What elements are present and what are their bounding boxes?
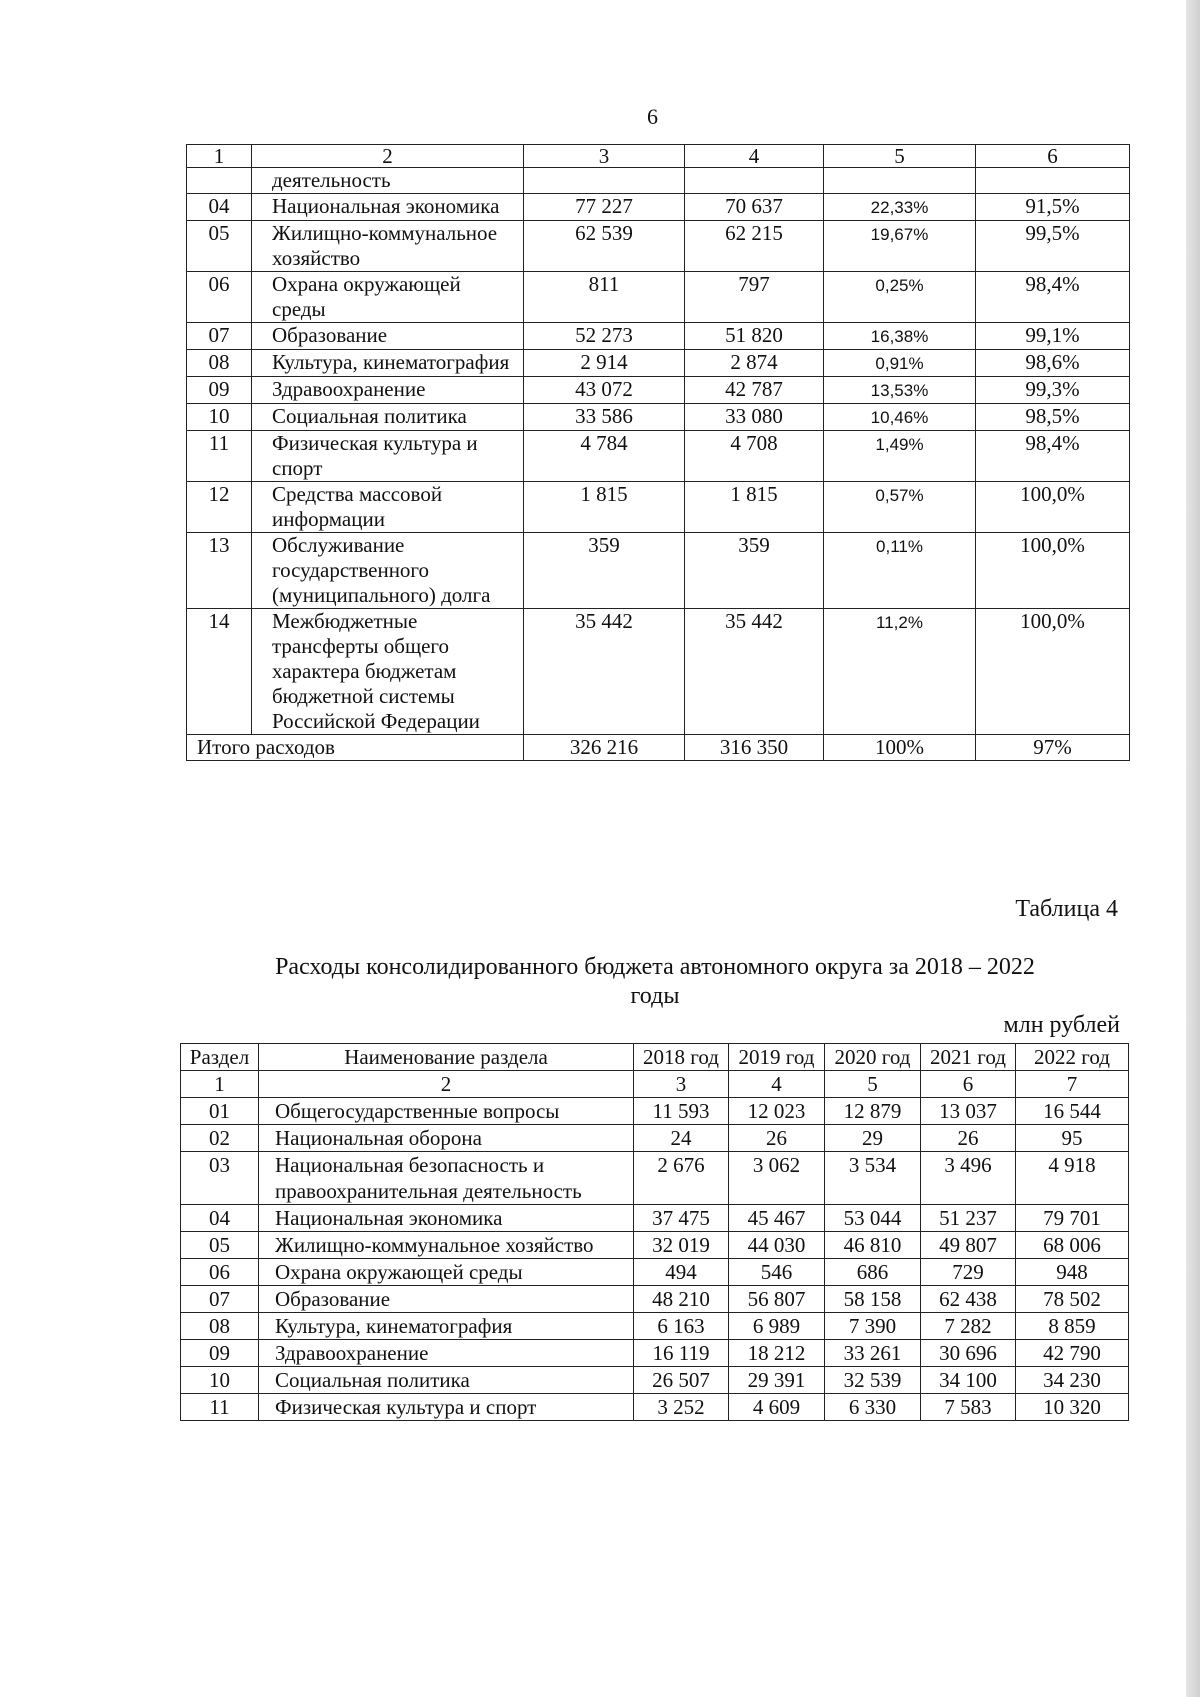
header-cell: 2 — [252, 145, 524, 168]
section-code: 04 — [187, 194, 252, 221]
column-number-cell: 3 — [634, 1071, 729, 1098]
execution-cell — [976, 168, 1130, 194]
value-cell: 3 496 — [921, 1152, 1016, 1205]
share-cell: 11,2% — [824, 609, 976, 735]
value-cell: 53 044 — [825, 1205, 921, 1232]
section-name: Обслуживание государственного (муниципального) долга — [252, 533, 524, 609]
value-cell: 12 023 — [729, 1098, 825, 1125]
section-code: 05 — [181, 1232, 259, 1259]
section-name: Жилищно-коммунальное хозяйство — [259, 1232, 634, 1259]
value-cell: 62 215 — [685, 221, 824, 272]
value-cell: 29 — [825, 1125, 921, 1152]
section-name: Здравоохранение — [259, 1340, 634, 1367]
value-cell: 33 080 — [685, 404, 824, 431]
section-code: 10 — [181, 1367, 259, 1394]
value-cell: 42 787 — [685, 377, 824, 404]
value-cell — [524, 168, 685, 194]
table-title: Расходы консолидированного бюджета автономного округа за 2018 – 2022 годы — [275, 954, 1035, 1009]
value-cell: 6 163 — [634, 1313, 729, 1340]
section-name: Жилищно-коммунальное хозяйство — [252, 221, 524, 272]
value-cell: 52 273 — [524, 323, 685, 350]
section-name: деятельность — [252, 168, 524, 194]
section-name: Культура, кинематография — [259, 1313, 634, 1340]
section-name: Охрана окружающей среды — [259, 1259, 634, 1286]
share-cell: 22,33% — [824, 194, 976, 221]
table-row — [181, 1340, 1129, 1367]
value-cell: 35 442 — [524, 609, 685, 735]
section-name: Национальная экономика — [259, 1205, 634, 1232]
value-cell: 30 696 — [921, 1340, 1016, 1367]
value-cell: 34 230 — [1016, 1367, 1129, 1394]
expenditure-structure-table — [186, 144, 1130, 761]
value-cell: 6 330 — [825, 1394, 921, 1421]
total-cell: 326 216 — [524, 735, 685, 761]
share-cell — [824, 168, 976, 194]
value-cell: 546 — [729, 1259, 825, 1286]
header-cell: 1 — [187, 145, 252, 168]
consolidated-budget-table — [180, 1043, 1129, 1421]
header-cell: 2021 год — [921, 1044, 1016, 1071]
table-row — [181, 1259, 1129, 1286]
value-cell: 45 467 — [729, 1205, 825, 1232]
value-cell — [685, 168, 824, 194]
total-label: Итого расходов — [187, 735, 524, 761]
value-cell: 2 874 — [685, 350, 824, 377]
value-cell: 4 918 — [1016, 1152, 1129, 1205]
section-name: Средства массовой информации — [252, 482, 524, 533]
value-cell: 6 989 — [729, 1313, 825, 1340]
value-cell: 95 — [1016, 1125, 1129, 1152]
share-cell: 0,25% — [824, 272, 976, 323]
value-cell: 494 — [634, 1259, 729, 1286]
section-name: Образование — [252, 323, 524, 350]
value-cell: 26 507 — [634, 1367, 729, 1394]
value-cell: 32 019 — [634, 1232, 729, 1259]
section-code: 11 — [187, 431, 252, 482]
value-cell: 68 006 — [1016, 1232, 1129, 1259]
execution-cell: 99,1% — [976, 323, 1130, 350]
value-cell: 62 539 — [524, 221, 685, 272]
table-row — [187, 350, 1130, 377]
header-cell: 2018 год — [634, 1044, 729, 1071]
section-code: 11 — [181, 1394, 259, 1421]
table-row — [187, 377, 1130, 404]
table-row — [181, 1394, 1129, 1421]
section-code: 14 — [187, 609, 252, 735]
section-name: Социальная политика — [252, 404, 524, 431]
execution-cell: 98,5% — [976, 404, 1130, 431]
value-cell: 49 807 — [921, 1232, 1016, 1259]
value-cell: 1 815 — [685, 482, 824, 533]
table-row — [181, 1205, 1129, 1232]
section-name: Общегосударственные вопросы — [259, 1098, 634, 1125]
table-header-row — [187, 145, 1130, 168]
share-cell: 1,49% — [824, 431, 976, 482]
table-row — [187, 431, 1130, 482]
value-cell: 51 820 — [685, 323, 824, 350]
value-cell: 29 391 — [729, 1367, 825, 1394]
table-row — [187, 609, 1130, 735]
column-number-cell: 7 — [1016, 1071, 1129, 1098]
table-row — [181, 1232, 1129, 1259]
share-cell: 16,38% — [824, 323, 976, 350]
value-cell: 37 475 — [634, 1205, 729, 1232]
header-cell: 5 — [824, 145, 976, 168]
column-number-cell: 5 — [825, 1071, 921, 1098]
section-code: 12 — [187, 482, 252, 533]
section-code — [187, 168, 252, 194]
value-cell: 48 210 — [634, 1286, 729, 1313]
section-code: 02 — [181, 1125, 259, 1152]
value-cell: 58 158 — [825, 1286, 921, 1313]
table-row — [181, 1152, 1129, 1205]
share-cell: 13,53% — [824, 377, 976, 404]
table-row — [187, 221, 1130, 272]
execution-cell: 91,5% — [976, 194, 1130, 221]
value-cell: 79 701 — [1016, 1205, 1129, 1232]
value-cell: 33 261 — [825, 1340, 921, 1367]
table-row — [181, 1367, 1129, 1394]
value-cell: 42 790 — [1016, 1340, 1129, 1367]
table-row — [187, 482, 1130, 533]
section-name: Культура, кинематография — [252, 350, 524, 377]
execution-cell: 98,6% — [976, 350, 1130, 377]
table-row — [187, 194, 1130, 221]
value-cell: 43 072 — [524, 377, 685, 404]
header-cell: Наименование раздела — [259, 1044, 634, 1071]
section-code: 08 — [181, 1313, 259, 1340]
value-cell: 13 037 — [921, 1098, 1016, 1125]
table-row — [187, 272, 1130, 323]
value-cell: 948 — [1016, 1259, 1129, 1286]
value-cell: 797 — [685, 272, 824, 323]
value-cell: 7 390 — [825, 1313, 921, 1340]
value-cell: 11 593 — [634, 1098, 729, 1125]
column-number-cell: 4 — [729, 1071, 825, 1098]
execution-cell: 98,4% — [976, 272, 1130, 323]
total-cell: 97% — [976, 735, 1130, 761]
value-cell: 4 784 — [524, 431, 685, 482]
column-number-row — [181, 1071, 1129, 1098]
table-row — [181, 1286, 1129, 1313]
section-code: 01 — [181, 1098, 259, 1125]
section-code: 08 — [187, 350, 252, 377]
units-label: млн рублей — [1003, 1012, 1120, 1038]
section-name: Социальная политика — [259, 1367, 634, 1394]
section-code: 05 — [187, 221, 252, 272]
value-cell: 32 539 — [825, 1367, 921, 1394]
value-cell: 70 637 — [685, 194, 824, 221]
share-cell: 19,67% — [824, 221, 976, 272]
share-cell: 0,11% — [824, 533, 976, 609]
section-code: 09 — [181, 1340, 259, 1367]
section-name: Физическая культура и спорт — [259, 1394, 634, 1421]
value-cell: 56 807 — [729, 1286, 825, 1313]
value-cell: 2 914 — [524, 350, 685, 377]
value-cell: 12 879 — [825, 1098, 921, 1125]
value-cell: 729 — [921, 1259, 1016, 1286]
value-cell: 2 676 — [634, 1152, 729, 1205]
page-number: 6 — [647, 104, 658, 129]
value-cell: 18 212 — [729, 1340, 825, 1367]
section-name: Межбюджетные трансферты общего характера бюджетам бюджетной системы Российской Федерации — [252, 609, 524, 735]
value-cell: 77 227 — [524, 194, 685, 221]
value-cell: 7 583 — [921, 1394, 1016, 1421]
section-code: 03 — [181, 1152, 259, 1205]
table-row — [181, 1125, 1129, 1152]
value-cell: 26 — [921, 1125, 1016, 1152]
page-edge — [1186, 0, 1200, 1697]
header-cell: 2022 год — [1016, 1044, 1129, 1071]
table-row — [181, 1098, 1129, 1125]
value-cell: 4 609 — [729, 1394, 825, 1421]
execution-cell: 100,0% — [976, 609, 1130, 735]
value-cell: 686 — [825, 1259, 921, 1286]
value-cell: 359 — [685, 533, 824, 609]
table-label: Таблица 4 — [1015, 896, 1118, 922]
header-cell: 4 — [685, 145, 824, 168]
value-cell: 34 100 — [921, 1367, 1016, 1394]
execution-cell: 99,5% — [976, 221, 1130, 272]
section-name: Физическая культура и спорт — [252, 431, 524, 482]
share-cell: 0,57% — [824, 482, 976, 533]
value-cell: 359 — [524, 533, 685, 609]
section-code: 10 — [187, 404, 252, 431]
value-cell: 44 030 — [729, 1232, 825, 1259]
value-cell: 35 442 — [685, 609, 824, 735]
header-cell: 2020 год — [825, 1044, 921, 1071]
total-row — [187, 735, 1130, 761]
value-cell: 7 282 — [921, 1313, 1016, 1340]
value-cell: 10 320 — [1016, 1394, 1129, 1421]
section-code: 13 — [187, 533, 252, 609]
share-cell: 0,91% — [824, 350, 976, 377]
table-row — [187, 404, 1130, 431]
table-row — [181, 1313, 1129, 1340]
section-name: Образование — [259, 1286, 634, 1313]
section-name: Национальная экономика — [252, 194, 524, 221]
value-cell: 78 502 — [1016, 1286, 1129, 1313]
total-cell: 316 350 — [685, 735, 824, 761]
value-cell: 33 586 — [524, 404, 685, 431]
section-name: Охрана окружающей среды — [252, 272, 524, 323]
value-cell: 46 810 — [825, 1232, 921, 1259]
header-cell: 6 — [976, 145, 1130, 168]
value-cell: 3 252 — [634, 1394, 729, 1421]
value-cell: 16 544 — [1016, 1098, 1129, 1125]
execution-cell: 98,4% — [976, 431, 1130, 482]
execution-cell: 100,0% — [976, 482, 1130, 533]
section-code: 09 — [187, 377, 252, 404]
section-code: 06 — [187, 272, 252, 323]
execution-cell: 99,3% — [976, 377, 1130, 404]
section-code: 07 — [187, 323, 252, 350]
value-cell: 51 237 — [921, 1205, 1016, 1232]
table-row — [187, 533, 1130, 609]
header-cell: Раздел — [181, 1044, 259, 1071]
table-row — [187, 323, 1130, 350]
column-number-cell: 1 — [181, 1071, 259, 1098]
value-cell: 8 859 — [1016, 1313, 1129, 1340]
header-cell: 2019 год — [729, 1044, 825, 1071]
total-cell: 100% — [824, 735, 976, 761]
section-code: 06 — [181, 1259, 259, 1286]
share-cell: 10,46% — [824, 404, 976, 431]
value-cell: 16 119 — [634, 1340, 729, 1367]
section-name: Здравоохранение — [252, 377, 524, 404]
table-row — [187, 168, 1130, 194]
column-number-cell: 2 — [259, 1071, 634, 1098]
value-cell: 3 062 — [729, 1152, 825, 1205]
value-cell: 3 534 — [825, 1152, 921, 1205]
header-cell: 3 — [524, 145, 685, 168]
section-name: Национальная безопасность и правоохранительная деятельность — [259, 1152, 634, 1205]
execution-cell: 100,0% — [976, 533, 1130, 609]
table-header-row — [181, 1044, 1129, 1071]
value-cell: 1 815 — [524, 482, 685, 533]
value-cell: 4 708 — [685, 431, 824, 482]
value-cell: 26 — [729, 1125, 825, 1152]
section-code: 07 — [181, 1286, 259, 1313]
value-cell: 811 — [524, 272, 685, 323]
section-code: 04 — [181, 1205, 259, 1232]
column-number-cell: 6 — [921, 1071, 1016, 1098]
value-cell: 24 — [634, 1125, 729, 1152]
section-name: Национальная оборона — [259, 1125, 634, 1152]
value-cell: 62 438 — [921, 1286, 1016, 1313]
